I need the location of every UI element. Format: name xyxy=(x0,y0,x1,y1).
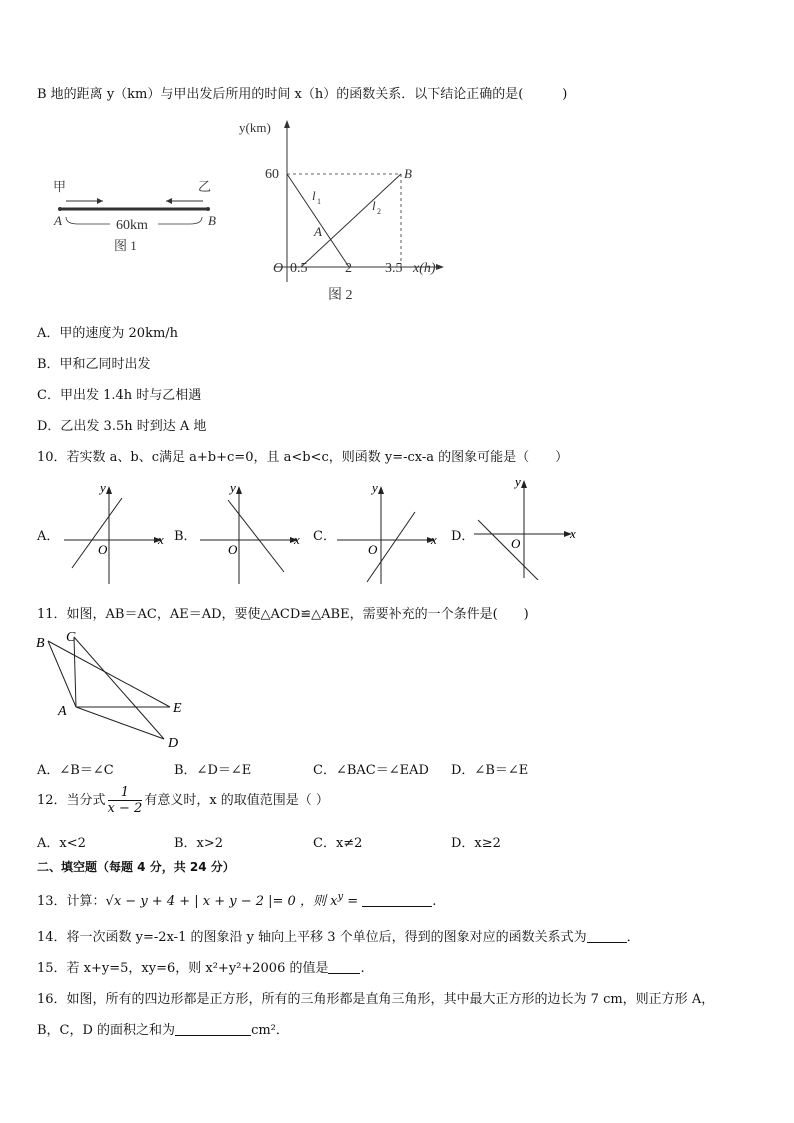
q10-option-c-label: C． xyxy=(313,529,336,544)
q10-graph-c xyxy=(333,478,445,586)
q12-fraction xyxy=(108,785,143,816)
svg-text:y: y xyxy=(372,480,378,495)
q11-option-a: A．∠B＝∠C xyxy=(37,763,114,778)
q13-answer-blank[interactable] xyxy=(362,894,432,907)
q9-option-d: D．乙出发 3.5h 时到达 A 地 xyxy=(37,419,207,434)
svg-text:y: y xyxy=(100,480,106,495)
q9-figure-1 xyxy=(48,175,228,260)
q12-frac-den: x − 2 xyxy=(107,801,143,816)
q13-suffix: . xyxy=(432,894,437,909)
q11-point-c: C xyxy=(66,630,76,645)
q9-figure-2 xyxy=(235,112,455,307)
fig1-caption: 图 1 xyxy=(114,238,137,253)
fig2-point-b: B xyxy=(404,166,412,181)
q14-answer-blank[interactable] xyxy=(587,930,627,943)
fig2-x-tick-0.5: 0.5 xyxy=(290,261,308,276)
q10-line-b xyxy=(228,500,284,572)
fig2-point-a: A xyxy=(314,224,322,239)
q15-suffix: . xyxy=(360,961,365,976)
q11-point-e: E xyxy=(173,701,182,716)
fig2-x-axis-label: x(h) xyxy=(413,261,436,276)
fig2-x-tick-2: 2 xyxy=(345,261,352,276)
q11-point-a: A xyxy=(58,704,67,719)
q11-point-d: D xyxy=(168,736,179,751)
fig2-label-l2-sub: 2 xyxy=(377,207,381,216)
q11-option-c: C．∠BAC＝∠EAD xyxy=(313,763,429,778)
q13-line xyxy=(37,890,436,909)
svg-text:O: O xyxy=(228,542,238,557)
q12-option-c: C．x≠2 xyxy=(313,836,363,851)
fig1-point-b: B xyxy=(208,213,216,228)
q13-exponent: y xyxy=(337,891,344,903)
fig2-caption: 图 2 xyxy=(328,288,353,303)
q10-graph-d xyxy=(470,472,582,580)
q9-option-b: B．甲和乙同时出发 xyxy=(37,357,151,372)
q10-graph-a xyxy=(60,478,172,586)
q16-prefix: B，C，D 的面积之和为 xyxy=(37,1023,176,1038)
fig2-y-axis-label: y(km) xyxy=(239,120,271,135)
fig2-line-l1 xyxy=(287,174,349,267)
fig2-line-l2 xyxy=(301,174,401,267)
q12-suffix: 有意义时，x 的取值范围是（ ） xyxy=(144,793,329,808)
fig1-point-a: A xyxy=(54,213,62,228)
q16-line-2 xyxy=(37,1019,289,1038)
q12-frac-num: 1 xyxy=(108,785,143,801)
fig2-label-l2: l xyxy=(372,198,376,213)
q12-option-a: A．x<2 xyxy=(37,836,86,851)
q9-stem: B 地的距离 y（km）与甲出发后所用的时间 x（h）的函数关系．以下结论正确的是( ) xyxy=(37,87,568,102)
q11-point-b: B xyxy=(36,636,45,651)
q11-stem: 11．如图，AB＝AC，AE＝AD，要使△ACD≌△ABE，需要补充的一个条件是( ) xyxy=(37,607,529,622)
q12-option-b: B．x>2 xyxy=(174,836,224,851)
q11-option-d: D．∠B＝∠E xyxy=(451,763,529,778)
q10-line-a xyxy=(72,498,122,568)
q14-line xyxy=(37,926,640,945)
svg-text:y: y xyxy=(230,480,236,495)
fig2-origin: O xyxy=(273,261,284,276)
q14-suffix: ． xyxy=(626,930,640,945)
q15-answer-blank[interactable] xyxy=(328,961,360,974)
fig2-label-l1-sub: 1 xyxy=(317,197,321,206)
fig1-label-yi: 乙 xyxy=(198,179,212,194)
q16-line-1: 16．如图，所有的四边形都是正方形，所有的三角形都是直角三角形，其中最大正方形的边长为 7 cm，则正方形 A， xyxy=(37,992,715,1007)
fig2-x-tick-3.5: 3.5 xyxy=(385,261,403,276)
q13-expression: √x − y + 4 + | x + y − 2 |= 0 ，则 x xyxy=(105,894,338,909)
svg-text:O: O xyxy=(368,542,378,557)
q12-prefix: 12．当分式 xyxy=(37,793,106,808)
q10-option-a-label: A． xyxy=(37,529,60,544)
q15-line xyxy=(37,957,365,976)
q15-prefix: 15．若 x+y=5，xy=6，则 x²+y²+2006 的值是 xyxy=(37,961,329,976)
fig2-label-l1: l xyxy=(312,188,316,203)
q12-stem xyxy=(37,785,329,816)
fig1-label-jia: 甲 xyxy=(53,179,67,194)
svg-text:x: x xyxy=(431,532,437,547)
svg-text:y: y xyxy=(515,474,521,489)
svg-text:x: x xyxy=(570,526,576,541)
q14-text: 14．将一次函数 y=-2x-1 的图象沿 y 轴向上平移 3 个单位后，得到的图象对应的函数关系式为 xyxy=(37,930,587,945)
q10-graph-b xyxy=(196,478,308,586)
q10-stem: 10．若实数 a、b、c满足 a+b+c=0，且 a<b<c，则函数 y=-cx-a 的图象可能是（ ） xyxy=(37,450,569,465)
q12-option-d: D．x≥2 xyxy=(451,836,501,851)
q10-option-b-label: B． xyxy=(174,529,197,544)
q11-option-b: B．∠D＝∠E xyxy=(174,763,252,778)
svg-text:O: O xyxy=(511,536,521,551)
q11-figure xyxy=(30,625,200,751)
q9-option-a: A．甲的速度为 20km/h xyxy=(37,326,179,341)
fig1-distance: 60km xyxy=(116,218,148,233)
svg-text:x: x xyxy=(294,532,300,547)
svg-text:x: x xyxy=(158,532,164,547)
q16-suffix: cm²． xyxy=(251,1023,289,1038)
fig2-y-tick-60: 60 xyxy=(265,167,279,182)
svg-text:O: O xyxy=(98,542,108,557)
q13-prefix: 13．计算： xyxy=(37,894,106,909)
q9-option-c: C．甲出发 1.4h 时与乙相遇 xyxy=(37,388,202,403)
q13-equals: = xyxy=(343,894,363,909)
q10-option-d-label: D． xyxy=(451,529,475,544)
section-title-fill-in: 二、填空题（每题 4 分，共 24 分） xyxy=(37,860,235,874)
q16-answer-blank[interactable] xyxy=(175,1023,251,1036)
